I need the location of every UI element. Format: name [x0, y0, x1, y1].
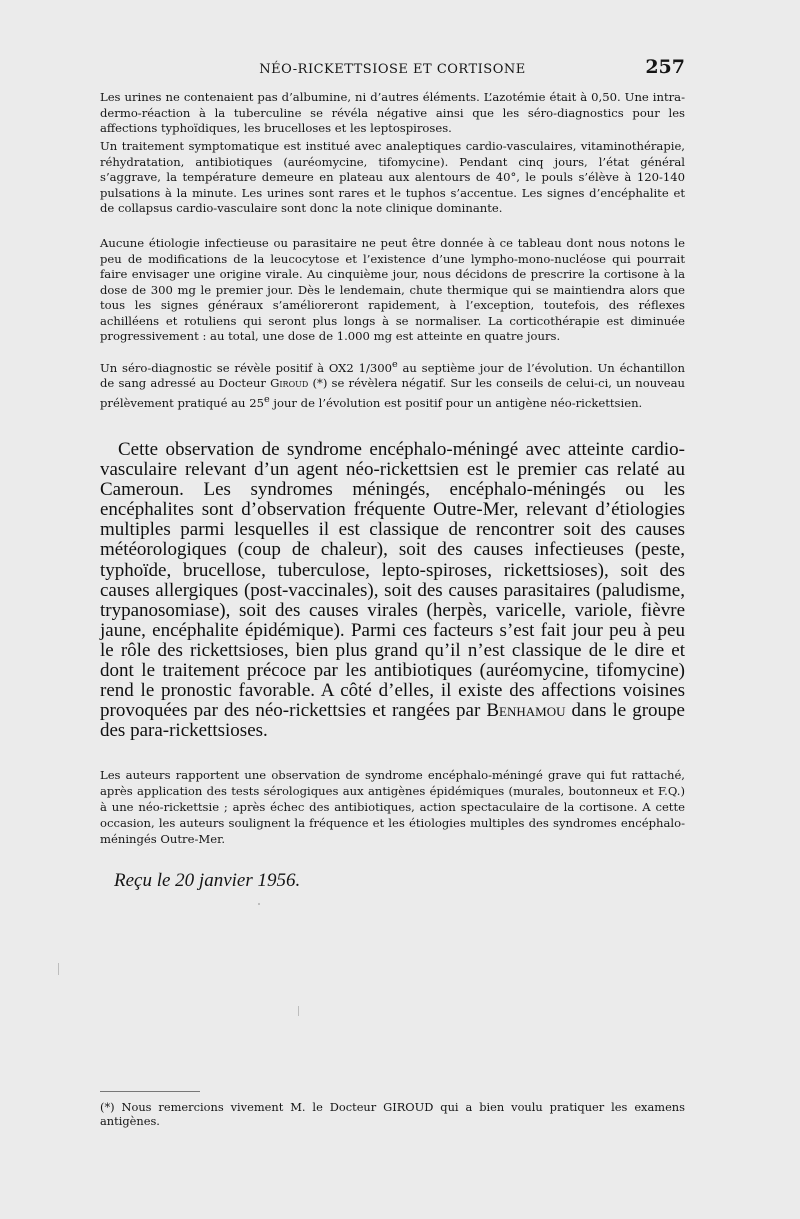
author-name: Benhamou: [486, 700, 566, 722]
running-title: NÉO-RICKETTSIOSE ET CORTISONE: [259, 62, 526, 77]
case-report-paragraph-2: [100, 139, 685, 217]
discussion-text: Cette observation de syndrome encéphalo-méningé avec atteinte cardio-vasculaire relevant d’un agent néo-rickettsien est le premier cas relaté au Cameroun. Les syndromes méningés, encéphalo-méningés ou les encéphalites sont d’observation fréquente Outre-Mer, relevant d’étiologies multiples parmi lesquelles il est classique de rencontrer soit des causes météorologiques (coup de chaleur), soit des causes infectieuses (peste, typhoïde, brucellose, tuberculose, lepto-spiroses, rickettsioses), soit des causes allergiques (post-vaccinales), soit des causes parasitaires (paludisme, trypanosomiase), soit des causes virales (herpès, varicelle, variole, fièvre jaune, encéphalite épidémique). Parmi ces facteurs s’est fait jour peu à peu le rôle des rickettsioses, bien plus grand qu’il n’est classique de le dire et dont le traitement précoce par les antibiotiques (auréomycine, tifomycine) rend le pronostic favorable. A côté d’elles, il existe des affections voisines provoquées par des néo-rickettsies et rangées par: [100, 439, 685, 722]
case-report-text: Les urines ne contenaient pas d’albumine, ni d’autres éléments. L’azotémie était à 0,50. Une intra-dermo-réaction à la tuberculine se révéla négative ainsi que les séro-diagnostics pour les affections typhoïdiques, les brucelloses et les leptospiroses.: [100, 90, 685, 135]
case-report-text: [100, 357, 685, 411]
doctor-name: Giroud: [270, 376, 309, 391]
discussion-text: dans le groupe des para-rickettsioses.: [100, 700, 685, 742]
case-report-paragraph-4: [100, 357, 685, 411]
case-report-text: Aucune étiologie infectieuse ou parasitaire ne peut être donnée à ce tableau dont nous notons le peu de modifications de la leucocytose et l’existence d’une lympho-mono-nucléose qui pourrait faire envisager une origine virale. Au cinquième jour, nous décidons de prescrire la cortisone à la dose de 300 mg le premier jour. Dès le lendemain, chute thermique qui se maintiendra alors que tous les signes généraux s’amélioreront rapidement, à l’exception, toutefois, des réflexes achilléens et rotuliens qui seront plus longs à se normaliser. La corticothérapie est diminuée progressivement : au total, une dose de 1.000 mg est atteinte en quatre jours.: [100, 236, 685, 343]
footnote-divider: [100, 1091, 200, 1092]
running-header: [100, 58, 685, 80]
superscript: e: [263, 393, 270, 405]
footnote: (*) Nous remercions vivement M. le Docteur GIROUD qui a bien voulu pratiquer les examens antigènes.: [100, 1100, 685, 1128]
scan-speck: [58, 963, 59, 975]
scan-speck: [298, 1006, 299, 1016]
superscript: e: [391, 359, 398, 370]
discussion-paragraph: [100, 440, 685, 741]
page-number: 257: [645, 56, 685, 78]
case-report-paragraph-1: [100, 90, 685, 137]
case-report-text: Un traitement symptomatique est institué avec analeptiques cardio-vasculaires, vitaminothérapie, réhydratation, antibiotiques (auréomycine, tifomycine). Pendant cinq jours, l’état général s’aggrave, la température demeure en plateau aux alentours de 40°, le pouls s’élève à 120-140 pulsations à la minute. Les urines sont rares et le tuphos s’accentue. Les signes d’encéphalite et de collapsus cardio-vasculaire sont donc la note clinique dominante.: [100, 139, 685, 215]
scan-speck: [258, 903, 260, 905]
case-report-text-part: Un séro-diagnostic se révèle positif à OX2 1/300: [100, 360, 392, 375]
case-report-text-part: au septième jour de l’évolution. Un échantillon de sang adressé au Docteur: [100, 360, 685, 391]
received-date: Reçu le 20 janvier 1956.: [114, 870, 301, 891]
case-report-paragraph-3: [100, 236, 685, 345]
case-report-text-part: (*) se révèlera négatif. Sur les conseils de celui-ci, un nouveau prélèvement pratiqué au 25: [100, 376, 685, 410]
summary-paragraph: Les auteurs rapportent une observation de syndrome encéphalo-méningé grave qui fut rattaché, après application des tests sérologiques aux antigènes épidémiques (murales, boutonneux et F.Q.) à une néo-rickettsie ; après échec des antibiotiques, action spectaculaire de la cortisone. A cette occasion, les auteurs soulignent la fréquence et les étiologies multiples des syndromes encéphalo-méningés Outre-Mer.: [100, 768, 685, 846]
case-report-text-part: jour de l’évolution est positif pour un antigène néo-rickettsien.: [269, 395, 643, 410]
